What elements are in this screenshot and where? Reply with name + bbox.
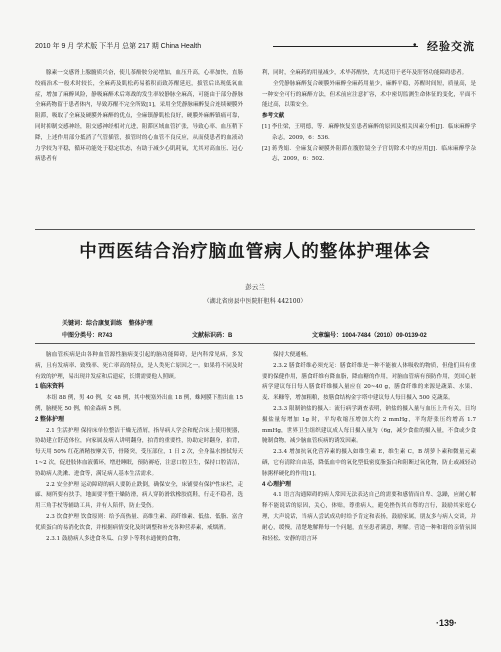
affiliation: （湖北省房县中医院肝胆科 442100） <box>203 298 307 305</box>
page-number: ·139· <box>436 618 458 628</box>
top-right-column <box>262 68 476 165</box>
document-code: 文献标识码：B <box>192 333 233 339</box>
header-rule <box>273 46 418 47</box>
paragraph: 腺素一交感肾上腺髓质兴奋，使儿茶酚胺分泌增加，血压升高，心率加快，直肠绞痛治术一般术时较长，全麻药及肌松药易蓄积而致苏醒延迟，拔管后出现低氧血症，增加了麻醉风险，静吸麻醉术后寒战的发生率较静脉全麻高，可能由于部分静脉全麻药物留于患者体内，导致苏醒不完全所致[1]，采用全凭静脉麻醉复合连续硬膜外阻滞，吸取了全麻及硬膜外麻醉的优点，全麻镇静肌松良好，硬膜外麻醉镇痛可靠，同时抑制交感神经，阻交感神经相对亢进，阻滞区域血管扩张，导致心率、血压稍下降，上述作用部分抵消了气管插管，拔管时的心血管不良反应，从而使患者的血液动力学较为平稳，循环功能处于稳定状态，有助于减少心肌耗氧，尤其对高血压、冠心病患者有 <box>35 70 243 163</box>
paragraph: 2.3.4 增加抗氧化营养素的摄入如维生素 E，维生素 C，B 胡萝卜素和微量元素硒，它有清除自由基，降低血中的氧化型低密度脂蛋白和阻断过氧化物，防止或减轻动脉粥样硬化的作用[1]。 <box>262 449 476 477</box>
section-heading: 1 临床资料 <box>35 384 65 391</box>
keywords: 关键词：综合康复训练 整体护理 <box>62 321 153 327</box>
top-left-column <box>35 68 243 165</box>
section-divider <box>35 343 475 344</box>
paragraph: 2.2 安全护理 运动障碍的病人要防止跌倒，确保安全，床铺要有保护性床栏，走廊、厕所要有扶手，地面要平整干燥防滑，病人穿防滑软橡胶底鞋，行走不稳者，选用三角手杖等辅助工具，并有人陪伴，防止受伤。 <box>35 481 243 510</box>
paragraph: 本组 88 例，男 40 例，女 48 例，其中梗塞外出血 18 例，蛛网膜下腔出血 15 例，脑梗死 50 例，帕金森病 5 例。 <box>35 395 243 412</box>
section-heading: 4 心理护理 <box>262 481 292 488</box>
paragraph: 4.1 语言沟通障碍的病人常因无法表达自己的需要和感情而自卑、急躁，应耐心解释不能说话的原因，关心，体贴，尊重病人，避免挫伤其自尊的言行，鼓励其家庭心理，大声说话，当病人尝试成功时给予肯定和表扬，鼓励家属，朋友多与病人交谈，并耐心，缓慢，清楚地解释每一个问题，直至患者满意，理解。营造一种和谐的亲情氛围和轻松、安静的语言环 <box>262 492 476 542</box>
running-header <box>35 40 475 54</box>
reference-item: [1] 李仕梁，王明德，等．麻醉恢复室患者麻醉的原因及相关因素分析[J]．临床麻醉学杂志，2009，6：536． <box>262 123 476 141</box>
paragraph: 脑血管疾病是由各种血管源性脑病变引起的脑功能障碍，是内科常见病，多发病，且有发病率、致残率、死亡率高的特点，是人类死亡原因之一。如果将不同及时有效的护理，易出现并发症和后遗症，长期需要他人照顾。 <box>35 352 243 380</box>
paragraph: 2.3.1 鼓励病人多进食冬瓜、白萝卜等利水通便的食物， <box>46 535 184 542</box>
paragraph: 2.3.2 膳食纤维必须充足：膳食纤维是一种不能被人体吸收的物质，但他们具有重要的保健作用，膳食纤维有降血脂，降血糖的作用，对脑血管病有预防作用，美国心脏病学建议每日每人膳食纤维摄入量应在 20~40 g，膳食纤维的来源是蔬菜、水果、麦、米糠等，增加粗粮，按膳食结构金字塔中建议每人每日摄入 500 克蔬菜。 <box>262 362 476 402</box>
author: 彭云兰 <box>245 283 265 291</box>
clc-number: 中图分类号：R743 <box>62 333 113 339</box>
paragraph: 利，同时，全麻药的用量减少，术毕苏醒快，尤其适用于老年及肝肾功能障碍患者。 <box>262 70 468 76</box>
paragraph: 2.3.3 限制钠盐的摄入：流行病学调查表明，钠盐的摄入量与血压上升有关，日均摄盐量每增加 1g 时，平均收缩压增加大约 2 mmHg，平均舒张压约增高 1.7 mmHg，世界卫生组织建议成人每日摄入量为（6g，减少食盐的摄入量，不食或少食腌制食物，减少脑血管疾病的诱发因素。 <box>262 405 476 445</box>
journal-info: 2010 年 9 月 学术版 下半月 总第 217 期 China Health <box>35 43 202 50</box>
reference-item: [2] 蒋秀娟．全麻复合硬膜外阻滞在腹腔镜全子宫切除术中的应用[J]．临床麻醉学杂志，2009，6：502． <box>262 145 476 163</box>
references-heading: 参考文献 <box>262 113 285 120</box>
header-dot-icon: • <box>413 40 417 51</box>
paragraph: 保持大便通畅。 <box>273 352 312 358</box>
article-id: 文章编号：1004-7484（2010）09-0139-02 <box>312 333 427 339</box>
section-name: 经验交流 <box>427 41 475 53</box>
section-heading: 2 整体护理 <box>35 416 65 423</box>
body-left-column <box>35 350 243 544</box>
paragraph: 2.1 生活护理 保持床单位整洁干燥无渣屑，指导病人学会和配合床上使用便器，协助建立舒适体位，向家属及病人讲明翻身，拍背的重要性，协助定时翻身，拍背，每天用 50% 红花酒精按摩关节，骨隆突，受压部位，1 日 2 次，全身温水擦拭每天 1~2 次，促进肢体血液循环，增进睡眠，预防褥疮，注意口腔卫生，保持口腔清洁，协助病人洗漱、进食等，满足病人基本生活需求。 <box>35 427 243 477</box>
paragraph: 2.3 饮食护理 饮食原则：给予高热量、高维生素、高纤维素、低盐、低脂、富含优质蛋白的易消化饮食，并根据病情变化及时调整和补充各种营养素，戒烟酒。 <box>35 513 243 531</box>
section-divider <box>35 229 475 230</box>
body-right-column <box>262 350 476 544</box>
paragraph: 全凭静脉麻醉复合硬膜外麻醉全麻药用量少，麻醉平稳，苏醒时间短，质量高，是一种安全可行的麻醉方法，但术前应注意扩容，术中密切监测生命体征的变化，平面不能过高，以策安全。 <box>262 80 476 109</box>
article-title: 中西医结合治疗脑血管病人的整体护理体会 <box>79 241 431 261</box>
